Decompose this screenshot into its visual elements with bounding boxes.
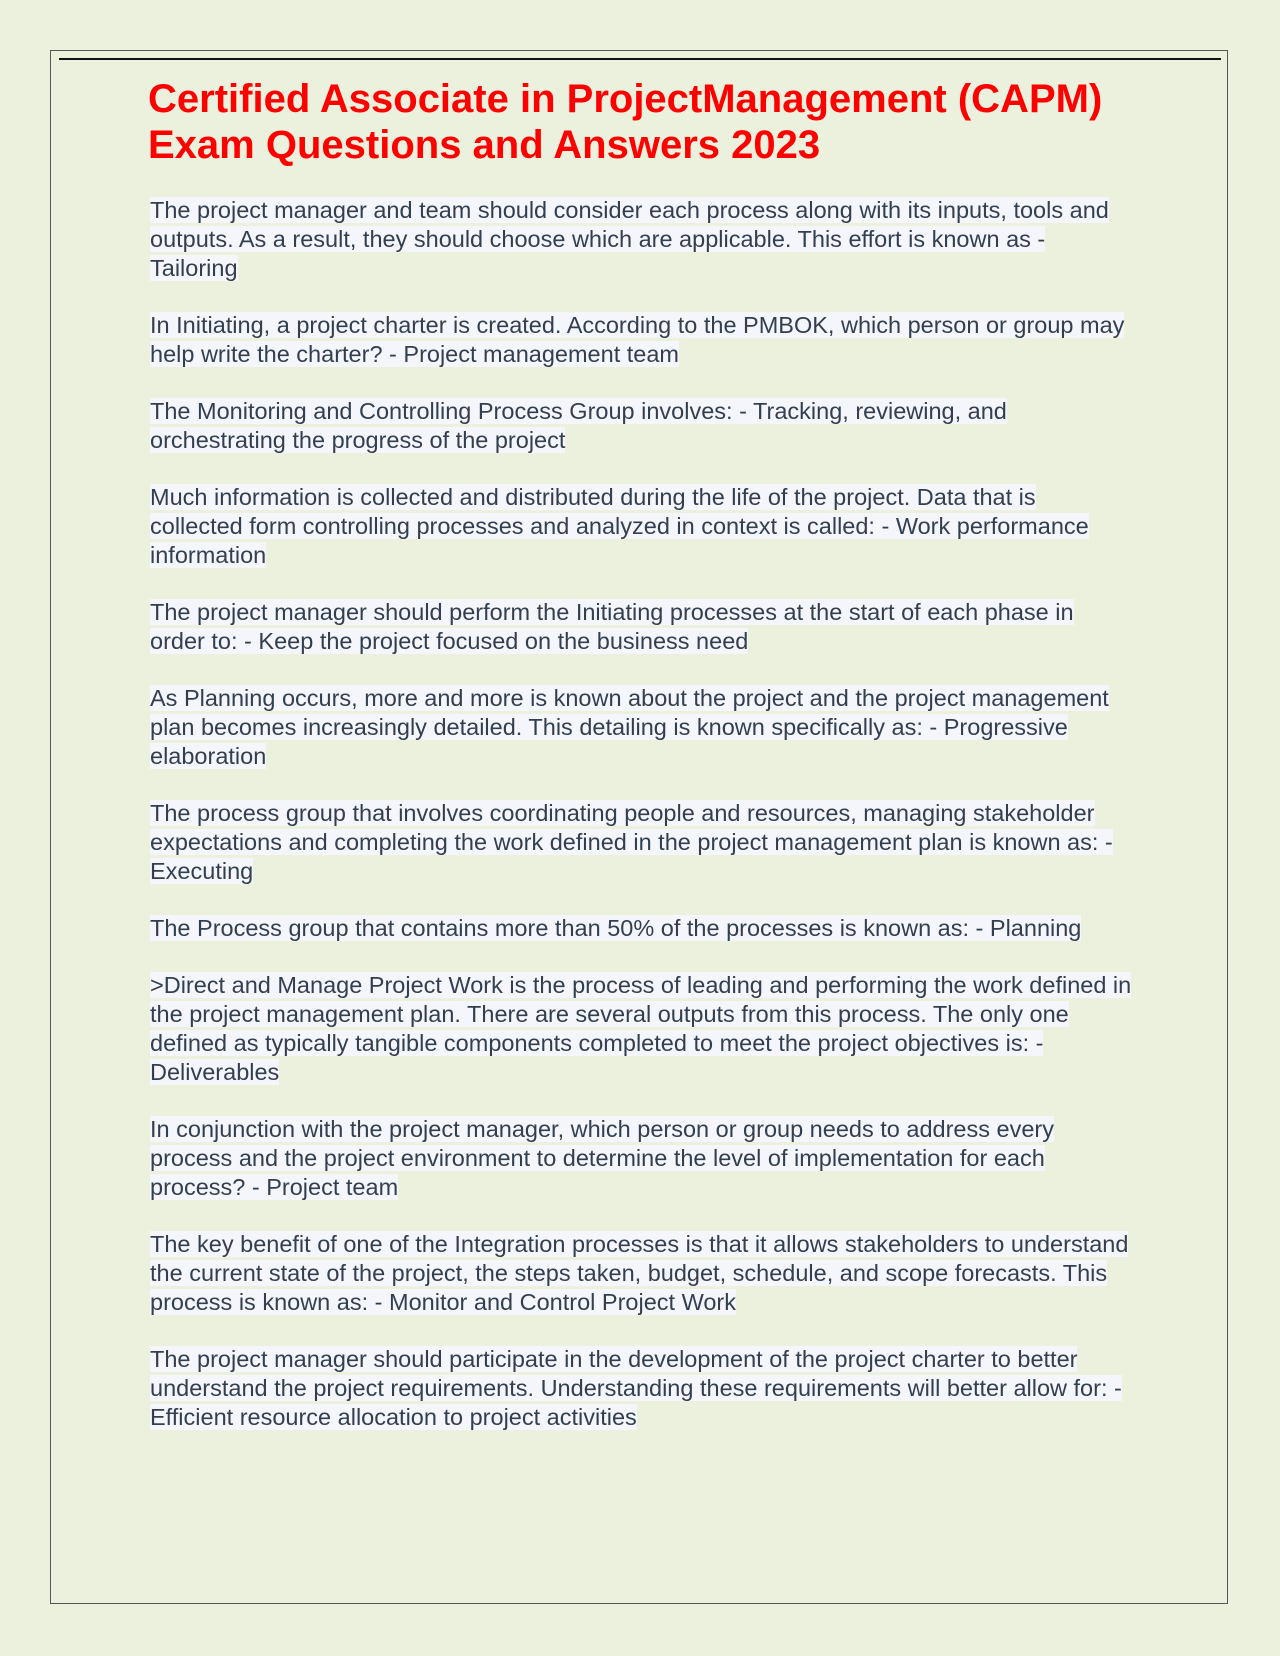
document-title (148, 76, 1168, 168)
qa-text: >Direct and Manage Project Work is the process of leading and performing the work defined in the project management plan. There are several outputs from this process. The only one defined as typically tangible components completed to meet the project objectives is: - Deliverables (150, 972, 1132, 1085)
qa-text: The project manager should participate in the development of the project charter to better understand the project requirements. Understanding these requirements will better allow for: - Efficient resource allocation to project activities (150, 1346, 1122, 1430)
document-title-line-2: Exam Questions and Answers 2023 (148, 123, 821, 167)
qa-text: The process group that involves coordinating people and resources, managing stakeholder expectations and completing the work defined in the project management plan is known as: - Executing (150, 800, 1113, 884)
qa-text: The key benefit of one of the Integration processes is that it allows stakeholders to understand the current state of the project, the steps taken, budget, schedule, and scope forecasts. This process is known as: - Monitor and Control Project Work (150, 1231, 1129, 1315)
qa-text: The project manager should perform the Initiating processes at the start of each phase in order to: - Keep the project focused on the business need (150, 599, 1074, 654)
qa-item-1 (150, 196, 1134, 283)
qa-item-11 (150, 1230, 1134, 1317)
top-rule-divider (59, 58, 1221, 60)
qa-item-10 (150, 1115, 1134, 1202)
qa-item-9 (150, 971, 1134, 1087)
qa-text: As Planning occurs, more and more is known about the project and the project management plan becomes increasingly detailed. This detailing is known specifically as: - Progressive elaboration (150, 685, 1109, 769)
qa-item-8 (150, 914, 1134, 943)
qa-text: The project manager and team should consider each process along with its inputs, tools and outputs. As a result, they should choose which are applicable. This effort is known as - Tailoring (150, 197, 1109, 281)
qa-item-12 (150, 1345, 1134, 1432)
qa-item-2 (150, 311, 1134, 369)
document-title-line-1: Certified Associate in ProjectManagement (CAPM) (148, 77, 1103, 121)
qa-item-5 (150, 598, 1134, 656)
qa-item-6 (150, 684, 1134, 771)
qa-item-4 (150, 483, 1134, 570)
qa-text: The Monitoring and Controlling Process Group involves: - Tracking, reviewing, and orchestrating the progress of the project (150, 398, 1007, 453)
qa-text: In conjunction with the project manager, which person or group needs to address every process and the project environment to determine the level of implementation for each process? - Project team (150, 1116, 1054, 1200)
qa-text: In Initiating, a project charter is created. According to the PMBOK, which person or group may help write the charter? - Project management team (150, 312, 1125, 367)
question-answer-list (150, 196, 1134, 1460)
qa-item-3 (150, 397, 1134, 455)
qa-item-7 (150, 799, 1134, 886)
qa-text: The Process group that contains more than 50% of the processes is known as: - Planning (150, 915, 1082, 941)
qa-text: Much information is collected and distributed during the life of the project. Data that is collected form controlling processes and analyzed in context is called: - Work performance information (150, 484, 1089, 568)
